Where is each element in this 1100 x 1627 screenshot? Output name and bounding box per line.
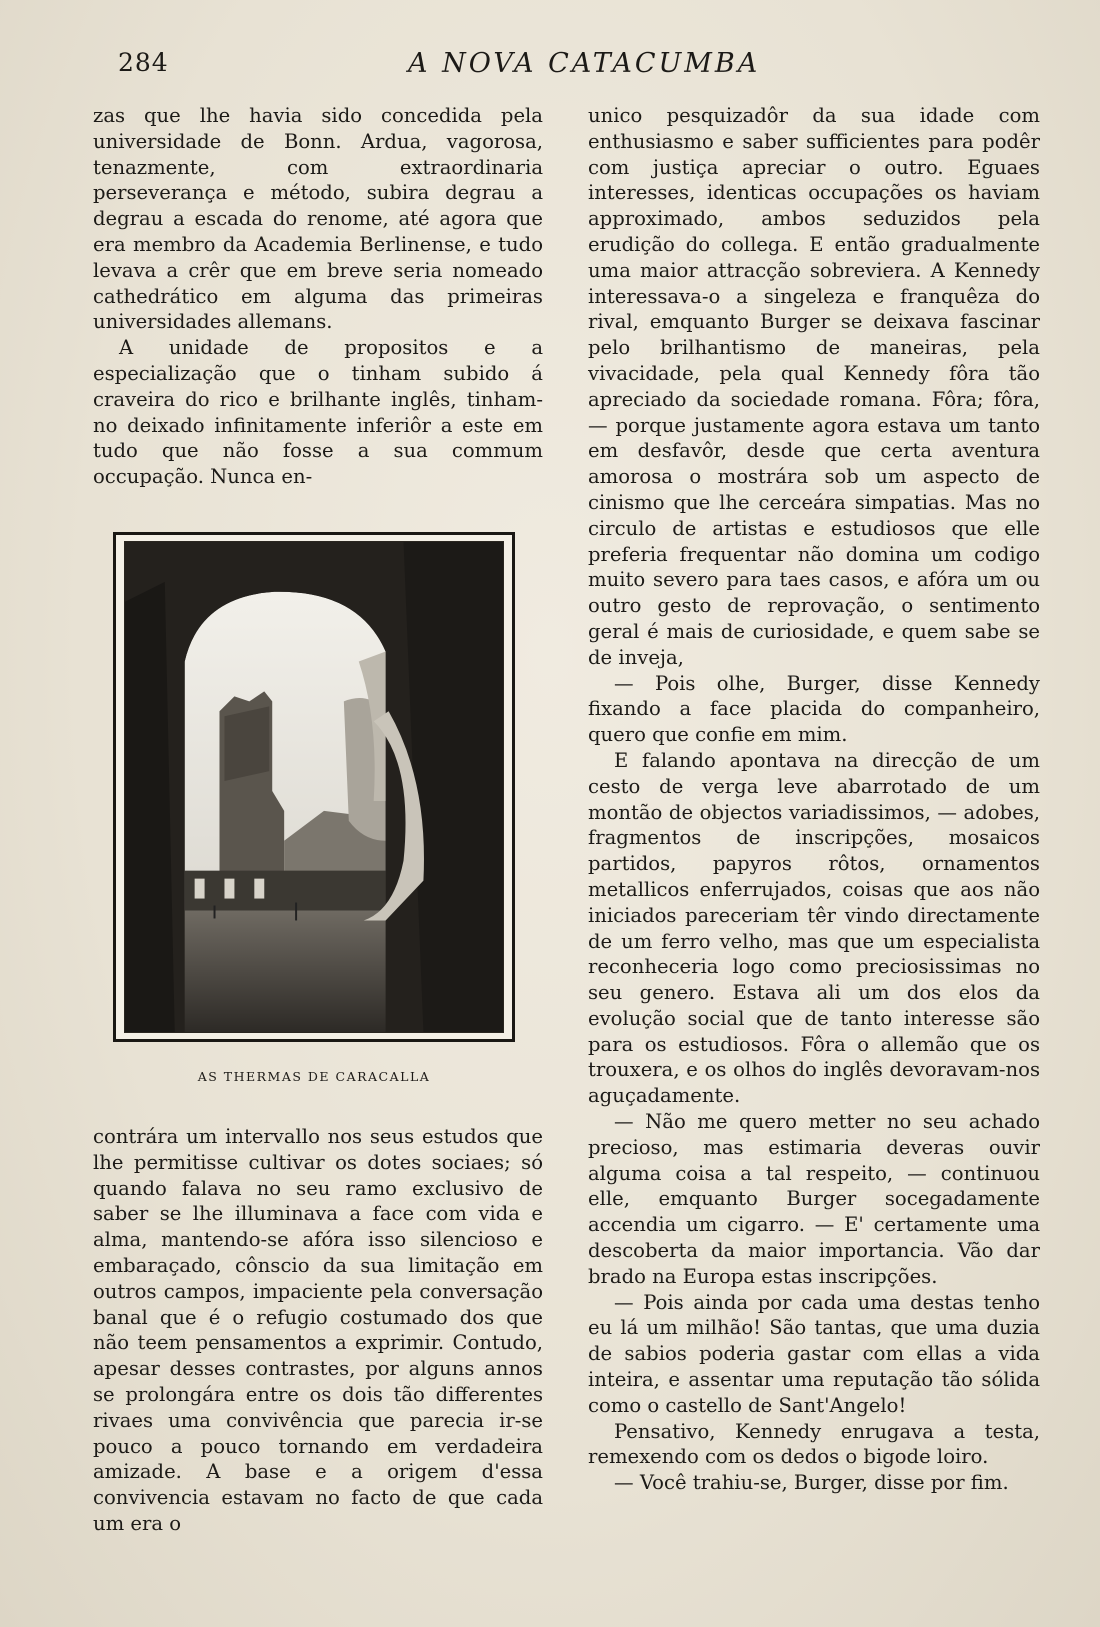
left-column-top [93, 103, 543, 490]
paragraph: — Você trahiu-se, Burger, disse por fim. [614, 1471, 1009, 1495]
running-title: A NOVA CATACUMBA [408, 48, 761, 79]
paragraph: A unidade de propositos e a especialização que o tinham subido á craveira do rico e brilhante inglês, tinham-no deixado infinitamente inferiôr a este em tudo que não fosse a sua commum occupação. Nunca en- [93, 336, 543, 489]
paragraph: — Pois ainda por cada uma destas tenho eu lá um milhão! São tantas, que uma duzia de sabios poderia gastar com ellas a vida inteira, e assentar uma reputação tão sólida como o castello de Sant'Angelo! [588, 1290, 1040, 1417]
paragraph: E falando apontava na direcção de um cesto de verga leve abarrotado de um montão de objectos variadissimos, — adobes, fragmentos de inscripções, mosaicos partidos, papyros rôtos, ornamentos metallicos enferrujados, coisas que aos não iniciados pareceriam têr vindo directamente de um ferro velho, mas que um especialista reconheceria logo como preciosissimas no seu genero. Estava ali um dos elos da evolução social que de tanto interesse são para os estudiosos. Fôra o allemão que os trouxera, e os olhos do inglês devoravam-nos aguçadamente. [588, 748, 1040, 1108]
paragraph: unico pesquizadôr da sua idade com enthusiasmo e saber sufficientes para podêr com justiça apreciar o outro. Eguaes interesses, identicas occupações os haviam approximado, ambos seduzidos pela erudição do collega. E então gradualmente uma maior attracção sobreviera. A Kennedy interessava-o a singeleza e franquêza do rival, emquanto Burger se deixava fascinar pelo brilhantismo de maneiras, pela vivacidade, pela qual Kennedy fôra tão apreciado da sociedade romana. Fôra; fôra, — porque justamente agora estava um tanto em desfavôr, desde que certa aventura amorosa o mostrára sob um aspecto de cinismo que lhe cerceára simpatias. Mas no circulo de artistas e estudiosos que elle preferia frequentar não domina um codigo muito severo para taes casos, e afóra um ou outro gesto de reprovação, o sentimento geral é mais de curiosidade, e quem sabe se de inveja, [588, 104, 1040, 669]
paragraph: contrára um intervallo nos seus estudos que lhe permitisse cultivar os dotes sociaes; só quando falava no seu ramo exclusivo de saber se lhe illuminava a face com vida e alma, mantendo-se afóra isso silencioso e embaraçado, cônscio da sua limitação em outros campos, impaciente pela conversação banal que é o refugio costumado dos que não teem pensamentos a exprimir. Contudo, apesar desses contrastes, por alguns annos se prolongára entre os dois tão differentes rivaes uma convivência que parecia ir-se pouco a pouco tornando em verdadeira amizade. A base e a origem d'essa convivencia estavam no facto de que cada um era o [93, 1125, 543, 1535]
photo-figure [113, 532, 515, 1042]
figure-caption: AS THERMAS DE CARACALLA [197, 1069, 431, 1084]
paragraph: Pensativo, Kennedy enrugava a testa, remexendo com os dedos o bigode loiro. [588, 1419, 1040, 1469]
paragraph: — Não me quero metter no seu achado precioso, mas estimaria deveras ouvir alguma coisa a tal respeito, — continuou elle, emquanto Burger socegadamente accendia um cigarro. — E' certamente uma descoberta da maior importancia. Vão dar brado na Europa estas inscripções. [588, 1110, 1040, 1288]
left-column-bottom [93, 1124, 543, 1537]
photo-caracalla-ruins [124, 541, 504, 1033]
paragraph: — Pois olhe, Burger, disse Kennedy fixando a face placida do companheiro, quero que confie em mim. [588, 671, 1040, 747]
page-header [118, 48, 1030, 88]
right-column [588, 103, 1040, 1496]
page-number: 284 [118, 48, 169, 77]
paragraph: zas que lhe havia sido concedida pela universidade de Bonn. Ardua, vagorosa, tenazmente, com extraordinaria perseverança e método, subira degrau a degrau a escada do renome, até agora que era membro da Academia Berlinense, e tudo levava a crêr que em breve seria nomeado cathedrático em alguma das primeiras universidades allemans. [93, 104, 543, 334]
ruins-photo-image [125, 542, 503, 1032]
